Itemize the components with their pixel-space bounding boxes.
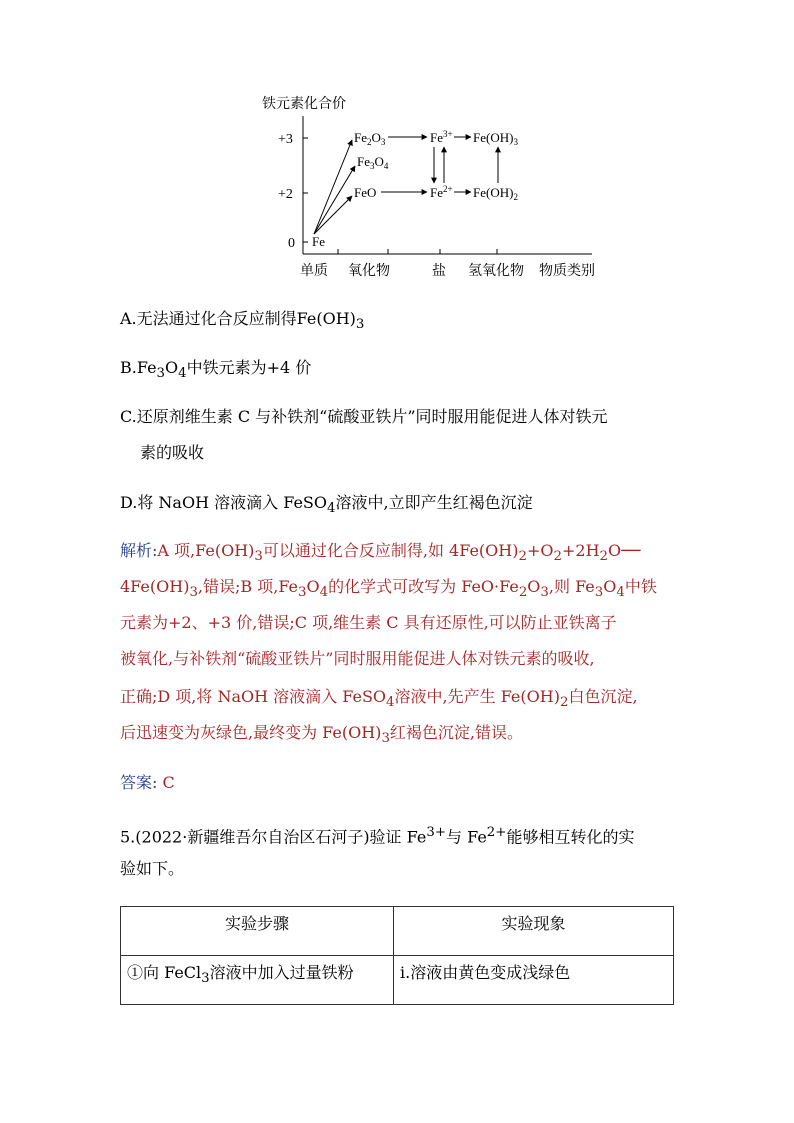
question-5-line2: 验如下。 — [120, 859, 185, 878]
x-cat-hydroxide: 氢氧化物 — [468, 263, 524, 278]
valence-diagram — [250, 88, 610, 278]
x-categories — [300, 262, 595, 278]
y-tick-plus3: +3 — [278, 132, 293, 147]
option-d: D.将 NaOH 溶液滴入 FeSO$_4$溶液中,立即产生红褐色沉淀 — [120, 493, 533, 517]
analysis-label: 解析: — [120, 541, 158, 560]
table-row — [121, 956, 674, 1005]
analysis-line-2: $4Fe(OH)_3$,错误;B 项$,Fe_3O_4$的化学式可改写为 $FeO\cdot Fe_2O_3$,则 $Fe_3O_4$中铁 — [120, 577, 657, 601]
option-a: A.无法通过化合反应制得$Fe(OH)_3$ — [120, 309, 365, 333]
answer — [120, 773, 175, 793]
answer-value: C — [162, 773, 175, 792]
y-tick-0: 0 — [288, 236, 295, 251]
analysis-line-6: 后迅速变为灰绿色,最终变为 $Fe(OH)_3$红褐色沉淀,错误。 — [120, 723, 524, 747]
analysis-line-3: 元素为+2、+3 价,错误;C 项,维生素 C 具有还原性,可以防止亚铁离子 — [120, 613, 617, 632]
node-feoh2: $Fe(OH)_2$ — [473, 185, 518, 202]
experiment-table — [120, 906, 674, 1005]
x-cat-element: 单质 — [300, 263, 328, 278]
phenomenon-cell: ⅰ.溶液由黄色变成浅绿色 — [394, 956, 674, 1005]
analysis-line-4: 被氧化,与补铁剂“硫酸亚铁片”同时服用能促进人体对铁元素的吸收, — [120, 649, 595, 668]
arrows — [314, 137, 498, 234]
analysis-line-1: 解析:A 项$,Fe(OH)_3$可以通过化合反应制得,如 $4Fe(OH)_2+O_2+2H_2O──$ — [120, 541, 641, 565]
header-phenomena: 实验现象 — [394, 907, 674, 956]
header-steps: 实验步骤 — [121, 907, 394, 956]
option-c-line2: 素的吸收 — [140, 443, 205, 462]
node-fe3plus: $Fe^{3+}$ — [430, 129, 453, 145]
table-header-row — [121, 907, 674, 956]
question-5-line1: 5.(2022·新疆维吾尔自治区石河子)验证 $Fe^{3+}$与 $Fe^{2+}$能够相互转化的实 — [120, 825, 635, 847]
node-fe2plus: $Fe^{2+}$ — [430, 184, 453, 200]
x-cat-oxide: 氧化物 — [348, 263, 390, 278]
x-cat-substance-type: 物质类别 — [539, 263, 595, 278]
analysis-line-5: 正确;D 项,将 NaOH 溶液滴入 FeSO$_4$溶液中,先产生 $Fe(OH)_2$白色沉淀, — [120, 687, 638, 711]
x-cat-salt: 盐 — [432, 263, 446, 278]
x-ticks — [338, 249, 497, 254]
node-fe2o3: $Fe_2O_3$ — [354, 130, 386, 147]
node-fe3o4: $Fe_3O_4$ — [357, 154, 389, 171]
option-c-line1: C.还原剂维生素 C 与补铁剂“硫酸亚铁片”同时服用能促进人体对铁元 — [120, 407, 608, 426]
node-feoh3: $Fe(OH)_3$ — [473, 130, 518, 147]
node-fe: Fe — [312, 234, 325, 249]
node-feo: FeO — [354, 185, 377, 200]
step-cell: ①向 FeCl$_3$溶液中加入过量铁粉 — [121, 956, 394, 1005]
option-b: $B.Fe_3O_4$中铁元素为+4 价 — [120, 358, 312, 382]
y-axis-label: 铁元素化合价 — [262, 96, 346, 112]
answer-label: 答案: — [120, 773, 158, 792]
y-tick-plus2: +2 — [278, 187, 293, 202]
